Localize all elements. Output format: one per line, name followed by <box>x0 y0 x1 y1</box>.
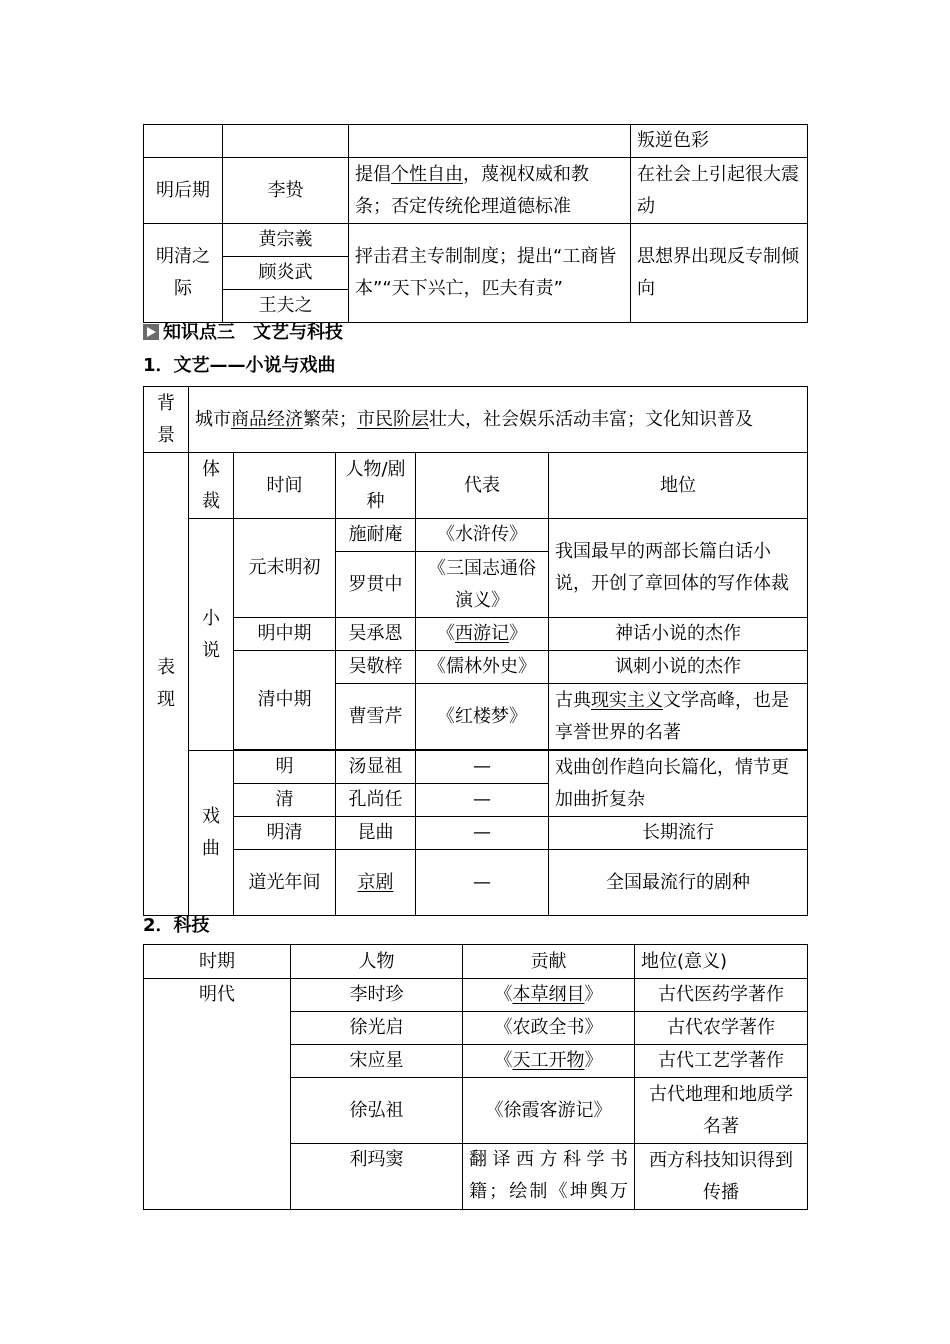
time-cell: 清中期 <box>234 651 336 750</box>
work-cell: — <box>416 784 549 817</box>
header-person: 人物/剧种 <box>336 453 416 519</box>
person-cell: 施耐庵 <box>336 519 416 552</box>
person-cell: 汤显祖 <box>336 751 416 784</box>
period-cell: 明代 <box>144 979 291 1210</box>
person-cell: 徐弘祖 <box>291 1078 463 1144</box>
view-cell: 提倡个性自由，蔑视权威和教条；否定传统伦理道德标准 <box>349 158 631 224</box>
person-cell: 利玛窦 <box>291 1144 463 1210</box>
status-cell: 神话小说的杰作 <box>549 618 808 651</box>
time-cell: 明中期 <box>234 618 336 651</box>
status-cell: 古代工艺学著作 <box>635 1045 808 1078</box>
work-cell: 《红楼梦》 <box>416 684 549 750</box>
person-cell: 吴承恩 <box>336 618 416 651</box>
impact-cell: 叛逆色彩 <box>631 125 808 158</box>
time-cell: 元末明初 <box>234 519 336 618</box>
header-genre: 体裁 <box>189 453 234 519</box>
header-status: 地位 <box>549 453 808 519</box>
work-cell: 《农政全书》 <box>463 1012 635 1045</box>
work-cell: 《本草纲目》 <box>463 979 635 1012</box>
background-text: 城市商品经济繁荣；市民阶层壮大，社会娱乐活动丰富；文化知识普及 <box>189 387 808 453</box>
status-cell: 古代农学著作 <box>635 1012 808 1045</box>
status-cell: 全国最流行的剧种 <box>549 850 808 916</box>
header-time: 时间 <box>234 453 336 519</box>
work-cell: 《水浒传》 <box>416 519 549 552</box>
time-cell: 明清 <box>234 817 336 850</box>
impact-cell: 思想界出现反专制倾向 <box>631 224 808 323</box>
impact-cell: 在社会上引起很大震动 <box>631 158 808 224</box>
work-cell: 《西游记》 <box>416 618 549 651</box>
literature-table <box>143 386 808 916</box>
person-cell: 李时珍 <box>291 979 463 1012</box>
header-contribution: 贡献 <box>463 945 635 979</box>
status-cell: 我国最早的两部长篇白话小说，开创了章回体的写作体裁 <box>549 519 808 618</box>
work-cell: 《天工开物》 <box>463 1045 635 1078</box>
play-triangle-icon <box>143 324 159 340</box>
person-cell: 黄宗羲 <box>223 224 349 257</box>
status-cell: 讽刺小说的杰作 <box>549 651 808 684</box>
person-cell: 吴敬梓 <box>336 651 416 684</box>
person-cell: 昆曲 <box>336 817 416 850</box>
person-cell: 徐光启 <box>291 1012 463 1045</box>
period-cell: 明后期 <box>144 158 223 224</box>
empty-cell <box>349 125 631 158</box>
empty-cell <box>144 125 223 158</box>
status-cell: 古典现实主义文学高峰，也是享誉世界的名著 <box>549 684 808 750</box>
period-cell: 明清之际 <box>144 224 223 323</box>
work-cell: — <box>416 817 549 850</box>
header-status: 地位(意义) <box>635 945 808 979</box>
time-cell: 明 <box>234 751 336 784</box>
work-cell: — <box>416 850 549 916</box>
subsection-heading: 1．文艺——小说与戏曲 <box>143 355 336 376</box>
work-cell: 《儒林外史》 <box>416 651 549 684</box>
person-cell: 顾炎武 <box>223 257 349 290</box>
background-label: 背景 <box>144 387 189 453</box>
status-cell: 古代医药学著作 <box>635 979 808 1012</box>
time-cell: 清 <box>234 784 336 817</box>
person-cell: 曹雪芹 <box>336 684 416 750</box>
person-cell: 李贽 <box>223 158 349 224</box>
work-cell: 《三国志通俗演义》 <box>416 552 549 618</box>
status-cell: 古代地理和地质学名著 <box>635 1078 808 1144</box>
empty-cell <box>223 125 349 158</box>
person-cell: 孔尚任 <box>336 784 416 817</box>
person-cell: 王夫之 <box>223 290 349 323</box>
status-cell: 西方科技知识得到传播 <box>635 1144 808 1210</box>
time-cell: 道光年间 <box>234 850 336 916</box>
header-period: 时期 <box>144 945 291 979</box>
status-cell: 长期流行 <box>549 817 808 850</box>
work-cell: 《徐霞客游记》 <box>463 1078 635 1144</box>
genre-novel: 小说 <box>189 519 234 751</box>
person-cell: 京剧 <box>336 850 416 916</box>
section-heading: 知识点三 文艺与科技 <box>143 320 343 346</box>
subsection-heading: 2．科技 <box>143 915 210 936</box>
thought-table <box>143 124 808 323</box>
view-cell: 抨击君主专制制度；提出“工商皆本”“天下兴亡，匹夫有责” <box>349 224 631 323</box>
status-cell: 戏曲创作趋向长篇化，情节更加曲折复杂 <box>549 751 808 817</box>
work-cell: — <box>416 751 549 784</box>
header-person: 人物 <box>291 945 463 979</box>
work-cell: 翻译西方科学书籍；绘制《坤舆万 <box>463 1144 635 1210</box>
science-table <box>143 944 808 1210</box>
person-cell: 罗贯中 <box>336 552 416 618</box>
genre-opera: 戏曲 <box>189 751 234 916</box>
header-work: 代表 <box>416 453 549 519</box>
performance-label: 表现 <box>144 453 189 916</box>
person-cell: 宋应星 <box>291 1045 463 1078</box>
